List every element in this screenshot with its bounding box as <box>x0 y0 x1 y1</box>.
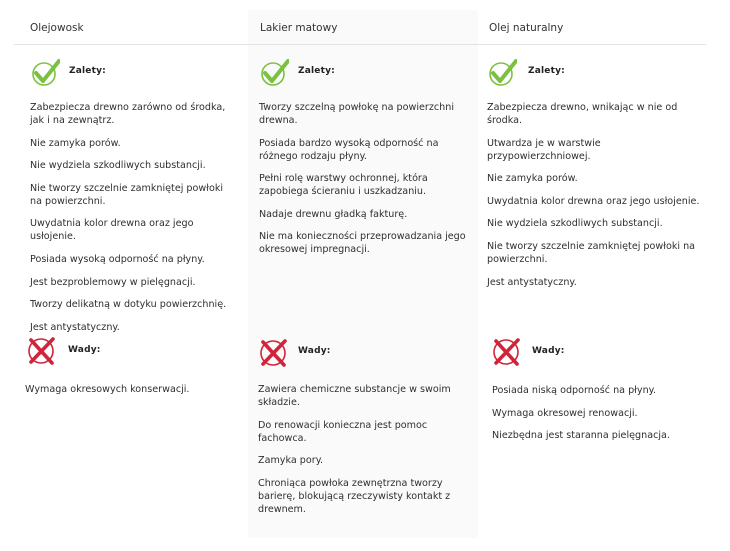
pros-section-olejowosk <box>30 58 252 90</box>
column-header-olejowosk: Olejowosk <box>30 22 84 34</box>
list-item: Nie wydziela szkodliwych substancji. <box>30 160 206 172</box>
list-item: Wymaga okresowych konserwacji. <box>25 384 190 395</box>
pros-section-olej <box>487 58 709 90</box>
cons-section-olej <box>491 336 713 368</box>
cons-title: Wady: <box>298 346 331 356</box>
list-item: Utwardza je w warstwie przypowierzchniowej. <box>487 137 601 162</box>
pros-list-olejowosk <box>30 101 235 343</box>
check-icon <box>259 58 289 88</box>
cons-title: Wady: <box>68 345 101 355</box>
cons-list-olej <box>492 384 702 452</box>
list-item: Tworzy delikatną w dotyku powierzchnię. <box>30 299 227 311</box>
check-icon <box>30 58 60 88</box>
column-header-lakier: Lakier matowy <box>260 22 338 34</box>
cons-title: Wady: <box>532 346 565 356</box>
list-item: Jest bezproblemowy w pielęgnacji. <box>30 276 196 288</box>
pros-list-olej <box>487 101 702 298</box>
list-item: Nadaje drewnu gładką fakturę. <box>259 208 408 220</box>
cons-section-lakier <box>258 337 480 369</box>
pros-title: Zalety: <box>298 66 335 76</box>
list-item: Do renowacji konieczna jest pomoc fachowca. <box>258 419 428 444</box>
cons-list-lakier <box>258 383 463 525</box>
list-item: Jest antystatyczny. <box>30 321 120 333</box>
cross-icon <box>491 336 523 368</box>
header-divider <box>14 44 706 45</box>
cross-icon <box>26 335 58 367</box>
list-item: Posiada wysoką odporność na płyny. <box>30 253 205 265</box>
pros-title: Zalety: <box>528 66 565 76</box>
list-item: Nie zamyka porów. <box>487 173 578 185</box>
list-item: Zabezpiecza drewno, wnikając w nie od środka. <box>487 102 678 126</box>
list-item: Chroniąca powłoka zewnętrzna tworzy barierę, blokującą rzeczywisty kontakt z drewnem. <box>258 477 451 515</box>
list-item: Zamyka pory. <box>258 455 324 467</box>
list-item: Zawiera chemiczne substancje w swoim składzie. <box>258 384 451 408</box>
list-item: Niezbędna jest staranna pielęgnacja. <box>492 430 670 442</box>
list-item: Uwydatnia kolor drewna oraz jego usłojenie. <box>30 218 194 243</box>
list-item: Nie zamyka porów. <box>30 137 121 149</box>
list-item: Nie tworzy szczelnie zamkniętej powłoki na powierzchni. <box>487 240 696 265</box>
list-item: Posiada niską odporność na płyny. <box>492 385 657 396</box>
list-item: Jest antystatyczny. <box>487 276 577 288</box>
cons-list-olejowosk <box>25 383 235 406</box>
pros-section-lakier <box>259 58 481 90</box>
cross-icon <box>258 337 290 369</box>
list-item: Nie tworzy szczelnie zamkniętej powłoki na powierzchni. <box>30 182 224 207</box>
pros-list-lakier <box>259 101 467 266</box>
check-icon <box>487 58 517 88</box>
pros-title: Zalety: <box>69 66 106 76</box>
list-item: Posiada bardzo wysoką odporność na różnego rodzaju płyny. <box>259 137 439 162</box>
list-item: Zabezpiecza drewno zarówno od środka, jak i na zewnątrz. <box>30 102 226 126</box>
list-item: Nie ma konieczności przeprowadzania jego okresowej impregnacji. <box>259 231 466 256</box>
column-header-olej: Olej naturalny <box>489 22 564 34</box>
list-item: Nie wydziela szkodliwych substancji. <box>487 218 663 230</box>
list-item: Tworzy szczelną powłokę na powierzchni drewna. <box>259 102 454 126</box>
list-item: Uwydatnia kolor drewna oraz jego usłojenie. <box>487 195 700 207</box>
list-item: Wymaga okresowej renowacji. <box>492 407 638 419</box>
list-item: Pełni rolę warstwy ochronnej, która zapobiega ścieraniu i uszkadzaniu. <box>259 173 428 198</box>
cons-section-olejowosk <box>26 335 248 367</box>
